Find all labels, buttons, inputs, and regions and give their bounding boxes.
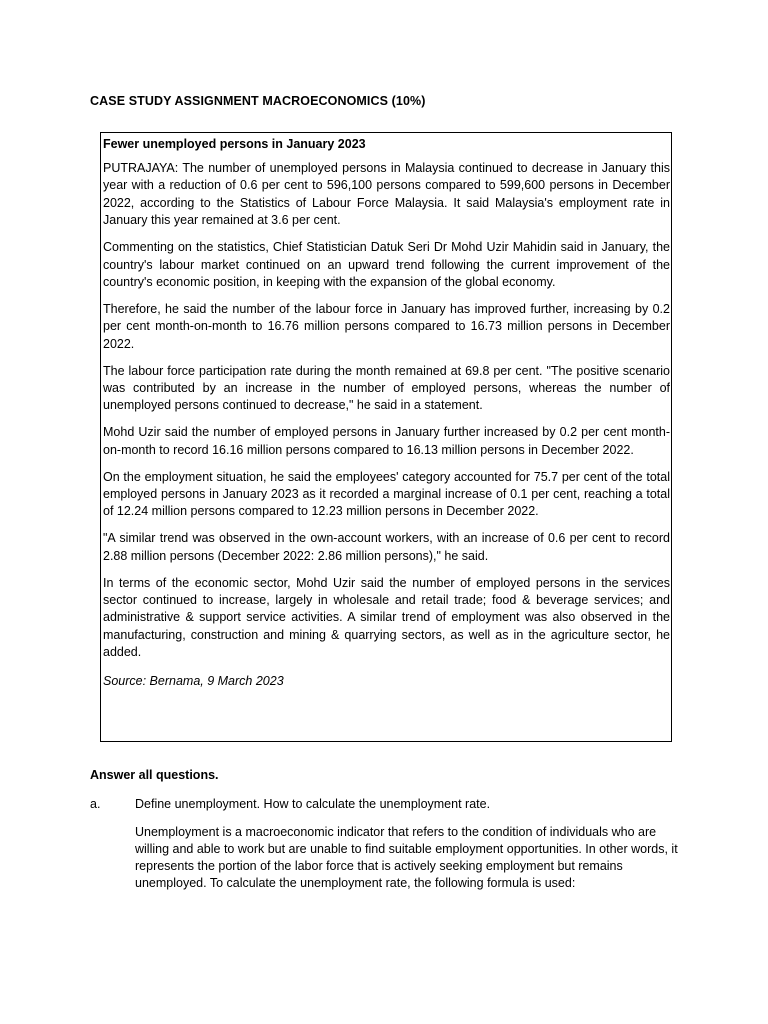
answers-heading: Answer all questions.	[90, 768, 219, 782]
article-paragraph: PUTRAJAYA: The number of unemployed persons in Malaysia continued to decrease in January this year with a reduction of 0.6 per cent to 596,100 persons compared to 599,600 persons in December 2022, according to the Statistics of Labour Force Malaysia. It said Malaysia's employment rate in January this year remained at 3.6 per cent.	[103, 161, 670, 228]
article-source: Source: Bernama, 9 March 2023	[103, 673, 284, 688]
article-paragraph: The labour force participation rate during the month remained at 69.8 per cent. "The positive scenario was contributed by an increase in the number of employed persons, whereas the number of unemployed persons continued to decrease," he said in a statement.	[103, 363, 670, 413]
assignment-heading: CASE STUDY ASSIGNMENT MACROECONOMICS (10%)	[90, 94, 426, 108]
question-a-answer: Unemployment is a macroeconomic indicator that refers to the condition of individuals who are willing and able to work but are unable to find suitable employment opportunities. In other words, it represents the portion of the labor force that is actively seeking employment but remains unemployed. To calculate the unemployment rate, the following formula is used:	[135, 825, 678, 890]
question-a-text: Define unemployment. How to calculate the unemployment rate.	[135, 797, 491, 811]
question-a-letter: a.	[90, 797, 101, 811]
article-box	[100, 132, 672, 742]
article-paragraph: In terms of the economic sector, Mohd Uzir said the number of employed persons in the services sector continued to increase, largely in wholesale and retail trade; food & beverage services; and administrative & support service activities. A similar trend of employment was also observed in the manufacturing, construction and mining & quarrying sectors, as well as in the agriculture sector, he added.	[103, 575, 670, 660]
article-paragraph: "A similar trend was observed in the own-account workers, with an increase of 0.6 per cent to record 2.88 million persons (December 2022: 2.86 million persons)," he said.	[103, 531, 670, 563]
article-paragraph: On the employment situation, he said the employees' category accounted for 75.7 per cent of the total employed persons in January 2023 as it recorded a marginal increase of 0.1 per cent, reaching a total of 12.24 million persons compared to 12.23 million persons in December 2022.	[103, 469, 670, 519]
article-title: Fewer unemployed persons in January 2023	[103, 137, 366, 151]
article-paragraph: Therefore, he said the number of the labour force in January has improved further, increasing by 0.2 per cent month-on-month to 16.76 million persons compared to 16.73 million persons in December 2022.	[103, 301, 670, 351]
article-paragraph: Commenting on the statistics, Chief Statistician Datuk Seri Dr Mohd Uzir Mahidin said in January, the country's labour market continued on an upward trend following the current improvement of the country's economic position, in keeping with the expansion of the global economy.	[103, 240, 670, 289]
article-paragraph: Mohd Uzir said the number of employed persons in January further increased by 0.2 per cent month-on-month to record 16.16 million persons compared to 16.13 million persons in December 2022.	[103, 425, 670, 457]
